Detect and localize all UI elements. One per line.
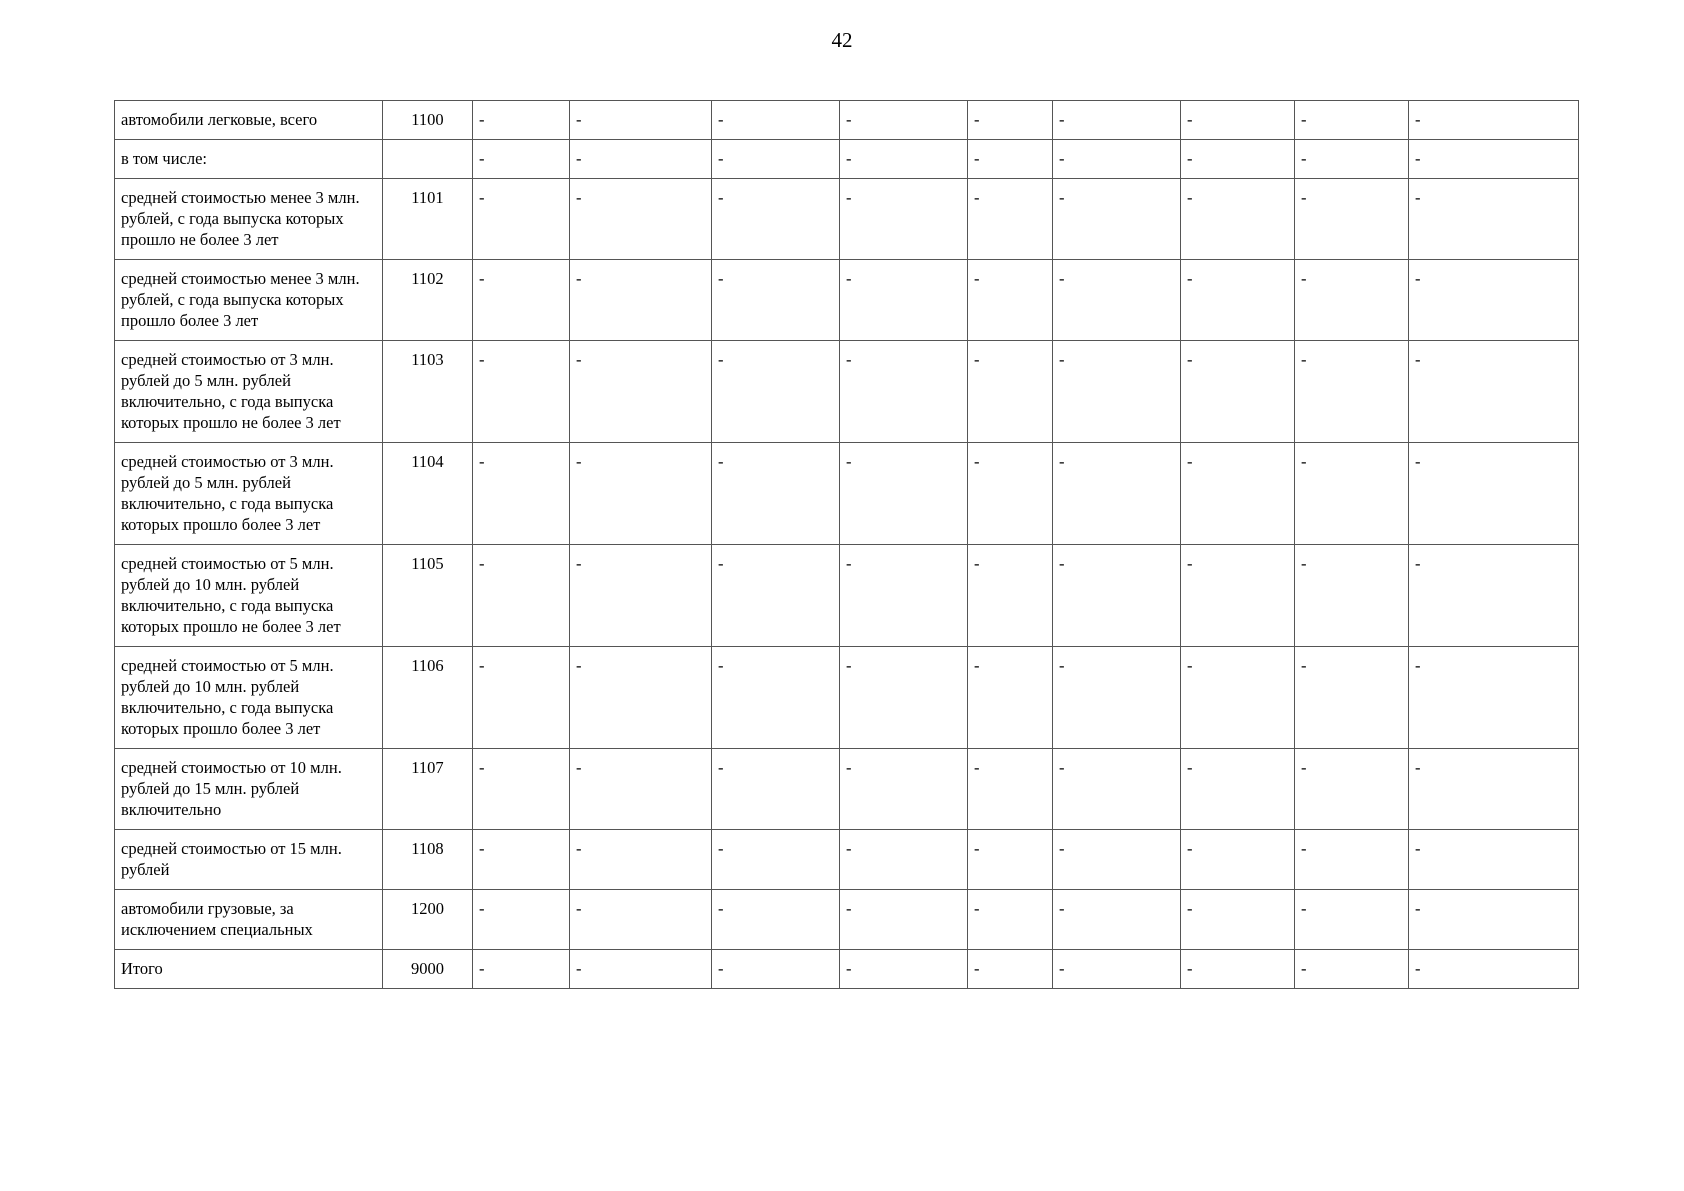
value-cell: - — [473, 890, 570, 950]
value-cell: - — [712, 890, 840, 950]
value-cell: - — [840, 647, 968, 749]
value-cell: - — [712, 545, 840, 647]
row-code-cell — [383, 140, 473, 179]
table-row — [115, 647, 1579, 749]
value-cell: - — [968, 443, 1053, 545]
value-cell: - — [840, 749, 968, 830]
value-cell: - — [570, 260, 712, 341]
value-cell: - — [968, 830, 1053, 890]
value-cell: - — [473, 101, 570, 140]
value-cell: - — [1053, 749, 1181, 830]
row-name-cell: средней стоимостью от 3 млн. рублей до 5 млн. рублей включительно, с года выпуска которых прошло не более 3 лет — [115, 341, 383, 443]
value-cell: - — [840, 179, 968, 260]
value-cell: - — [1409, 545, 1579, 647]
row-name-cell: средней стоимостью от 15 млн. рублей — [115, 830, 383, 890]
value-cell: - — [968, 179, 1053, 260]
value-cell: - — [1053, 341, 1181, 443]
value-cell: - — [1295, 950, 1409, 989]
value-cell: - — [1181, 749, 1295, 830]
table-row — [115, 260, 1579, 341]
value-cell: - — [1053, 890, 1181, 950]
value-cell: - — [1295, 890, 1409, 950]
value-cell: - — [1181, 101, 1295, 140]
row-name-cell: автомобили грузовые, за исключением специальных — [115, 890, 383, 950]
value-cell: - — [473, 830, 570, 890]
table-row — [115, 341, 1579, 443]
value-cell: - — [1053, 647, 1181, 749]
value-cell: - — [1295, 341, 1409, 443]
value-cell: - — [1409, 443, 1579, 545]
value-cell: - — [1053, 140, 1181, 179]
value-cell: - — [1409, 830, 1579, 890]
value-cell: - — [1181, 341, 1295, 443]
value-cell: - — [712, 830, 840, 890]
row-name-cell: средней стоимостью от 5 млн. рублей до 10 млн. рублей включительно, с года выпуска которых прошло не более 3 лет — [115, 545, 383, 647]
value-cell: - — [1409, 260, 1579, 341]
value-cell: - — [968, 647, 1053, 749]
row-name-cell: средней стоимостью от 3 млн. рублей до 5 млн. рублей включительно, с года выпуска которых прошло более 3 лет — [115, 443, 383, 545]
value-cell: - — [840, 545, 968, 647]
row-code-cell: 1100 — [383, 101, 473, 140]
value-cell: - — [712, 260, 840, 341]
value-cell: - — [473, 140, 570, 179]
value-cell: - — [570, 647, 712, 749]
table-row — [115, 140, 1579, 179]
value-cell: - — [570, 545, 712, 647]
value-cell: - — [840, 260, 968, 341]
value-cell: - — [968, 545, 1053, 647]
value-cell: - — [712, 341, 840, 443]
value-cell: - — [1295, 647, 1409, 749]
value-cell: - — [1409, 890, 1579, 950]
value-cell: - — [1181, 140, 1295, 179]
row-name-cell: средней стоимостью менее 3 млн. рублей, с года выпуска которых прошло не более 3 лет — [115, 179, 383, 260]
value-cell: - — [473, 749, 570, 830]
value-cell: - — [1409, 749, 1579, 830]
page-number: 42 — [831, 28, 853, 52]
value-cell: - — [840, 101, 968, 140]
row-code-cell: 1102 — [383, 260, 473, 341]
value-cell: - — [570, 341, 712, 443]
value-cell: - — [968, 950, 1053, 989]
row-code-cell: 1106 — [383, 647, 473, 749]
value-cell: - — [1295, 545, 1409, 647]
value-cell: - — [1181, 950, 1295, 989]
value-cell: - — [570, 749, 712, 830]
value-cell: - — [968, 140, 1053, 179]
table-body — [115, 101, 1579, 989]
table-row — [115, 890, 1579, 950]
row-code-cell: 1105 — [383, 545, 473, 647]
value-cell: - — [840, 140, 968, 179]
row-name-cell: в том числе: — [115, 140, 383, 179]
row-code-cell: 1103 — [383, 341, 473, 443]
row-code-cell: 1104 — [383, 443, 473, 545]
table-row — [115, 830, 1579, 890]
value-cell: - — [712, 101, 840, 140]
value-cell: - — [1409, 140, 1579, 179]
value-cell: - — [712, 179, 840, 260]
value-cell: - — [570, 101, 712, 140]
value-cell: - — [1181, 179, 1295, 260]
value-cell: - — [473, 341, 570, 443]
value-cell: - — [1053, 950, 1181, 989]
value-cell: - — [1181, 830, 1295, 890]
value-cell: - — [570, 890, 712, 950]
value-cell: - — [712, 749, 840, 830]
table-row — [115, 179, 1579, 260]
table-row — [115, 443, 1579, 545]
value-cell: - — [570, 830, 712, 890]
value-cell: - — [1295, 101, 1409, 140]
table-row — [115, 749, 1579, 830]
value-cell: - — [1053, 260, 1181, 341]
value-cell: - — [1181, 443, 1295, 545]
value-cell: - — [1181, 647, 1295, 749]
value-cell: - — [1181, 545, 1295, 647]
value-cell: - — [473, 443, 570, 545]
value-cell: - — [1295, 179, 1409, 260]
row-name-cell: средней стоимостью от 5 млн. рублей до 10 млн. рублей включительно, с года выпуска которых прошло более 3 лет — [115, 647, 383, 749]
value-cell: - — [968, 749, 1053, 830]
row-code-cell: 1108 — [383, 830, 473, 890]
value-cell: - — [840, 890, 968, 950]
value-cell: - — [1295, 749, 1409, 830]
table-row — [115, 950, 1579, 989]
value-cell: - — [712, 140, 840, 179]
value-cell: - — [473, 545, 570, 647]
row-code-cell: 9000 — [383, 950, 473, 989]
value-cell: - — [1295, 830, 1409, 890]
value-cell: - — [840, 341, 968, 443]
row-name-cell: средней стоимостью от 10 млн. рублей до 15 млн. рублей включительно — [115, 749, 383, 830]
row-name-cell: автомобили легковые, всего — [115, 101, 383, 140]
value-cell: - — [473, 179, 570, 260]
row-name-cell: Итого — [115, 950, 383, 989]
row-code-cell: 1200 — [383, 890, 473, 950]
value-cell: - — [840, 950, 968, 989]
value-cell: - — [1181, 260, 1295, 341]
value-cell: - — [570, 443, 712, 545]
value-cell: - — [473, 950, 570, 989]
value-cell: - — [1409, 647, 1579, 749]
row-code-cell: 1107 — [383, 749, 473, 830]
value-cell: - — [1409, 950, 1579, 989]
value-cell: - — [840, 443, 968, 545]
value-cell: - — [1409, 341, 1579, 443]
table-row — [115, 545, 1579, 647]
value-cell: - — [1295, 260, 1409, 341]
value-cell: - — [968, 341, 1053, 443]
table-row — [115, 101, 1579, 140]
value-cell: - — [473, 260, 570, 341]
vehicle-table — [114, 100, 1579, 989]
value-cell: - — [473, 647, 570, 749]
value-cell: - — [968, 101, 1053, 140]
value-cell: - — [840, 830, 968, 890]
value-cell: - — [712, 443, 840, 545]
row-code-cell: 1101 — [383, 179, 473, 260]
value-cell: - — [1053, 443, 1181, 545]
value-cell: - — [1053, 830, 1181, 890]
value-cell: - — [1295, 443, 1409, 545]
value-cell: - — [1181, 890, 1295, 950]
value-cell: - — [712, 950, 840, 989]
value-cell: - — [1053, 179, 1181, 260]
value-cell: - — [1409, 101, 1579, 140]
row-name-cell: средней стоимостью менее 3 млн. рублей, с года выпуска которых прошло более 3 лет — [115, 260, 383, 341]
value-cell: - — [1053, 101, 1181, 140]
value-cell: - — [1409, 179, 1579, 260]
value-cell: - — [570, 140, 712, 179]
value-cell: - — [570, 950, 712, 989]
value-cell: - — [968, 890, 1053, 950]
value-cell: - — [968, 260, 1053, 341]
value-cell: - — [570, 179, 712, 260]
value-cell: - — [1295, 140, 1409, 179]
value-cell: - — [712, 647, 840, 749]
value-cell: - — [1053, 545, 1181, 647]
